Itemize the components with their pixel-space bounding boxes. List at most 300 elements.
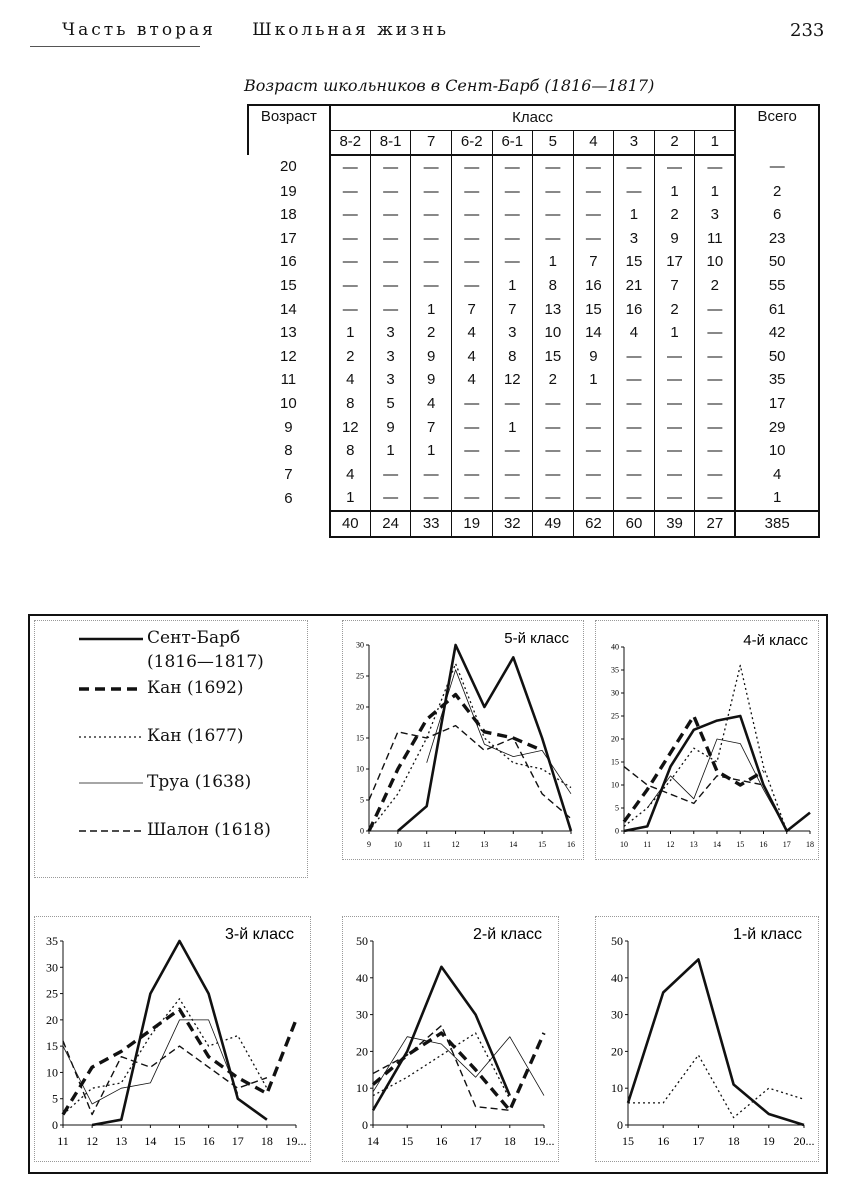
- count-cell: —: [573, 439, 614, 463]
- table-row: [248, 227, 819, 251]
- chart-panel-4: [595, 620, 819, 860]
- row-total-cell: 61: [735, 298, 819, 322]
- series-line: [624, 716, 810, 831]
- age-cell: 14: [248, 298, 330, 322]
- count-cell: —: [533, 416, 574, 440]
- count-cell: —: [492, 227, 533, 251]
- count-cell: 1: [330, 321, 371, 345]
- series-line: [628, 1055, 804, 1118]
- count-cell: 1: [492, 274, 533, 298]
- count-cell: —: [411, 155, 452, 180]
- count-cell: —: [654, 463, 695, 487]
- count-cell: —: [411, 180, 452, 204]
- y-tick-label: 0: [360, 826, 364, 836]
- class-header: 6-2: [451, 130, 492, 155]
- x-tick-label: 12: [451, 840, 460, 849]
- count-cell: —: [573, 180, 614, 204]
- series-line: [373, 1026, 510, 1111]
- count-cell: 3: [710, 206, 720, 224]
- age-cell: 12: [248, 345, 330, 369]
- table-row: [248, 203, 819, 227]
- table-row: [248, 487, 819, 512]
- x-tick-label: 15: [401, 1134, 414, 1148]
- y-tick-label: 15: [46, 1039, 58, 1054]
- count-cell: —: [330, 180, 371, 204]
- class-header: 3: [614, 130, 655, 155]
- y-tick-label: 0: [615, 826, 619, 836]
- count-cell: —: [573, 416, 614, 440]
- x-tick-label: 13: [689, 840, 698, 849]
- chart-panel-2: [342, 916, 559, 1162]
- count-cell: —: [411, 274, 452, 298]
- count-cell: 1: [654, 180, 695, 204]
- class-header: 1: [695, 130, 736, 155]
- count-cell: —: [492, 463, 533, 487]
- count-cell: 4: [451, 321, 492, 345]
- count-cell: —: [370, 251, 411, 275]
- count-cell: 7: [654, 274, 695, 298]
- count-cell: —: [533, 203, 574, 227]
- series-line: [373, 1033, 544, 1110]
- y-tick-label: 10: [611, 780, 619, 790]
- count-cell: —: [614, 155, 655, 180]
- count-cell: —: [411, 463, 452, 487]
- table-row: [248, 274, 819, 298]
- count-cell: 1: [492, 416, 533, 440]
- count-cell: —: [707, 465, 723, 483]
- table-row: [248, 392, 819, 416]
- y-tick-label: 35: [611, 665, 619, 675]
- count-cell: —: [533, 487, 574, 512]
- x-tick-label: 19...: [533, 1134, 555, 1148]
- count-cell: —: [707, 158, 723, 176]
- y-tick-label: 30: [356, 1007, 368, 1022]
- count-cell: 9: [654, 227, 695, 251]
- table-row: [248, 463, 819, 487]
- x-tick-label: 19...: [285, 1134, 307, 1148]
- x-tick-label: 13: [480, 840, 489, 849]
- count-cell: —: [451, 227, 492, 251]
- count-cell: —: [654, 416, 695, 440]
- x-tick-label: 12: [86, 1134, 99, 1148]
- count-cell: —: [411, 251, 452, 275]
- y-tick-label: 10: [356, 764, 364, 774]
- column-total-cell: 27: [695, 511, 736, 537]
- table-row: [248, 416, 819, 440]
- count-cell: —: [370, 487, 411, 512]
- y-tick-label: 25: [46, 986, 58, 1001]
- count-cell: —: [573, 463, 614, 487]
- count-cell: 3: [370, 369, 411, 393]
- column-total-cell: 24: [370, 511, 411, 537]
- count-cell: —: [370, 180, 411, 204]
- column-total-cell: 32: [492, 511, 533, 537]
- x-tick-label: 18: [503, 1134, 516, 1148]
- age-cell: 19: [248, 180, 330, 204]
- count-cell: 2: [533, 369, 574, 393]
- y-tick-label: 30: [611, 1007, 623, 1022]
- row-total-cell: 42: [735, 321, 819, 345]
- count-cell: 1: [411, 298, 452, 322]
- count-cell: 1: [654, 321, 695, 345]
- count-cell: 4: [411, 392, 452, 416]
- count-cell: —: [707, 418, 723, 436]
- x-tick-label: 14: [713, 840, 721, 849]
- age-cell: 10: [248, 392, 330, 416]
- count-cell: —: [330, 274, 371, 298]
- count-cell: 15: [614, 251, 655, 275]
- row-total-cell: —: [735, 155, 819, 180]
- count-cell: —: [451, 487, 492, 512]
- count-cell: —: [573, 392, 614, 416]
- count-cell: —: [330, 298, 371, 322]
- age-table: [247, 104, 820, 538]
- class-header: 7: [411, 130, 452, 155]
- grand-total-cell: 385: [735, 511, 819, 537]
- count-cell: —: [370, 298, 411, 322]
- count-cell: 2: [710, 276, 720, 294]
- count-cell: —: [614, 345, 655, 369]
- count-cell: 7: [492, 298, 533, 322]
- count-cell: 3: [370, 345, 411, 369]
- count-cell: 11: [707, 229, 723, 247]
- x-tick-label: 17: [469, 1134, 482, 1148]
- count-cell: 10: [706, 253, 724, 271]
- table-row: [248, 180, 819, 204]
- count-cell: —: [370, 463, 411, 487]
- age-cell: 9: [248, 416, 330, 440]
- y-tick-label: 50: [611, 934, 623, 948]
- age-cell: 11: [248, 369, 330, 393]
- column-total-cell: 39: [654, 511, 695, 537]
- age-cell: 16: [248, 251, 330, 275]
- count-cell: —: [654, 155, 695, 180]
- series-line: [369, 664, 571, 831]
- x-tick-label: 18: [260, 1134, 273, 1148]
- count-cell: —: [573, 487, 614, 512]
- table-row: [248, 321, 819, 345]
- count-cell: 1: [370, 439, 411, 463]
- count-cell: 1: [411, 439, 452, 463]
- count-cell: 15: [533, 345, 574, 369]
- x-tick-label: 16: [202, 1134, 215, 1148]
- y-tick-label: 40: [611, 642, 619, 652]
- count-cell: 9: [411, 369, 452, 393]
- legend-label: Шалон (1618): [147, 820, 271, 840]
- count-cell: 1: [533, 251, 574, 275]
- count-cell: 7: [451, 298, 492, 322]
- x-tick-label: 18: [727, 1134, 740, 1148]
- x-tick-label: 11: [643, 840, 652, 849]
- count-cell: —: [707, 489, 723, 507]
- count-cell: 16: [573, 274, 614, 298]
- count-cell: 12: [492, 369, 533, 393]
- column-total-cell: 19: [451, 511, 492, 537]
- y-tick-label: 0: [52, 1118, 58, 1132]
- y-tick-label: 20: [611, 1044, 623, 1059]
- count-cell: —: [370, 274, 411, 298]
- row-total-cell: 17: [735, 392, 819, 416]
- legend-label: Сент-Барб: [147, 628, 241, 648]
- age-cell: 18: [248, 203, 330, 227]
- count-cell: 4: [330, 369, 371, 393]
- age-cell: 13: [248, 321, 330, 345]
- x-tick-label: 14: [144, 1134, 157, 1148]
- x-tick-label: 16: [657, 1134, 670, 1148]
- y-tick-label: 20: [356, 1044, 368, 1059]
- x-tick-label: 11: [422, 840, 431, 849]
- count-cell: —: [330, 251, 371, 275]
- y-tick-label: 50: [356, 934, 368, 948]
- count-cell: —: [451, 155, 492, 180]
- y-tick-label: 40: [356, 970, 368, 985]
- count-cell: 16: [614, 298, 655, 322]
- count-cell: 3: [492, 321, 533, 345]
- x-tick-label: 11: [57, 1134, 69, 1148]
- x-tick-label: 15: [538, 840, 547, 849]
- series-line: [373, 1033, 510, 1099]
- x-tick-label: 9: [367, 840, 371, 849]
- count-cell: —: [533, 180, 574, 204]
- count-cell: —: [330, 155, 371, 180]
- column-total-cell: 40: [330, 511, 371, 537]
- count-cell: —: [492, 392, 533, 416]
- y-tick-label: 25: [356, 671, 364, 681]
- count-cell: —: [573, 203, 614, 227]
- x-tick-label: 18: [806, 840, 814, 849]
- count-cell: 2: [654, 298, 695, 322]
- count-cell: —: [492, 155, 533, 180]
- count-cell: —: [614, 369, 655, 393]
- table-row: [248, 345, 819, 369]
- count-cell: —: [573, 155, 614, 180]
- class-header: 2: [654, 130, 695, 155]
- count-cell: —: [411, 227, 452, 251]
- count-cell: 4: [451, 369, 492, 393]
- count-cell: —: [614, 463, 655, 487]
- count-cell: 8: [533, 274, 574, 298]
- y-tick-label: 10: [611, 1081, 623, 1096]
- count-cell: 7: [573, 251, 614, 275]
- y-tick-label: 5: [615, 803, 619, 813]
- count-cell: 9: [573, 345, 614, 369]
- count-cell: 14: [573, 321, 614, 345]
- y-tick-label: 35: [46, 934, 58, 948]
- count-cell: —: [492, 439, 533, 463]
- count-cell: —: [492, 203, 533, 227]
- count-cell: —: [573, 227, 614, 251]
- y-tick-label: 20: [46, 1012, 58, 1027]
- chart-panel-1: [595, 916, 819, 1162]
- count-cell: —: [654, 487, 695, 512]
- count-cell: —: [451, 416, 492, 440]
- count-cell: —: [654, 345, 695, 369]
- count-cell: 12: [330, 416, 371, 440]
- count-cell: 10: [533, 321, 574, 345]
- y-tick-label: 20: [356, 702, 364, 712]
- y-tick-label: 40: [611, 970, 623, 985]
- count-cell: —: [451, 392, 492, 416]
- y-tick-label: 5: [360, 795, 364, 805]
- row-total-cell: 55: [735, 274, 819, 298]
- y-tick-label: 0: [617, 1118, 623, 1132]
- table-row: [248, 439, 819, 463]
- column-total-cell: 62: [573, 511, 614, 537]
- count-cell: —: [330, 227, 371, 251]
- row-total-cell: 50: [735, 345, 819, 369]
- count-cell: —: [707, 347, 723, 365]
- count-cell: —: [654, 369, 695, 393]
- count-cell: —: [707, 300, 723, 318]
- count-cell: 8: [330, 392, 371, 416]
- chart-panel-5: [342, 620, 584, 860]
- count-cell: —: [614, 180, 655, 204]
- page-number: 233: [790, 20, 825, 41]
- age-cell: 15: [248, 274, 330, 298]
- series-line: [369, 726, 571, 819]
- count-cell: 3: [370, 321, 411, 345]
- count-cell: 17: [654, 251, 695, 275]
- row-total-cell: 4: [735, 463, 819, 487]
- age-cell: 20: [248, 155, 330, 180]
- count-cell: 8: [492, 345, 533, 369]
- series-line: [628, 959, 804, 1125]
- class-header: 8-2: [330, 130, 371, 155]
- count-cell: 4: [451, 345, 492, 369]
- count-cell: —: [451, 180, 492, 204]
- row-total-cell: 35: [735, 369, 819, 393]
- count-cell: 2: [411, 321, 452, 345]
- row-total-cell: 29: [735, 416, 819, 440]
- count-cell: 1: [710, 182, 720, 200]
- count-cell: —: [533, 439, 574, 463]
- y-tick-label: 5: [52, 1091, 58, 1106]
- line-chart: [596, 621, 818, 859]
- y-tick-label: 30: [611, 688, 619, 698]
- x-tick-label: 17: [782, 840, 791, 849]
- count-cell: 8: [330, 439, 371, 463]
- chart-title: 2-й класс: [472, 926, 542, 943]
- count-cell: 21: [614, 274, 655, 298]
- line-chart: [596, 917, 818, 1161]
- count-cell: —: [492, 180, 533, 204]
- y-tick-label: 20: [611, 734, 619, 744]
- x-tick-label: 13: [115, 1134, 128, 1148]
- column-total-cell: 33: [411, 511, 452, 537]
- x-tick-label: 10: [393, 840, 402, 849]
- table-row: [248, 298, 819, 322]
- row-total-cell: 10: [735, 439, 819, 463]
- chart-title: 1-й класс: [732, 926, 802, 943]
- count-cell: —: [451, 463, 492, 487]
- count-cell: —: [370, 227, 411, 251]
- count-cell: 1: [330, 487, 371, 512]
- count-cell: —: [533, 227, 574, 251]
- count-cell: 4: [330, 463, 371, 487]
- y-tick-label: 30: [356, 640, 364, 650]
- header-part: Часть вторая: [62, 20, 216, 40]
- count-cell: 9: [370, 416, 411, 440]
- header-rule: [30, 46, 200, 47]
- table-title: Возраст школьников в Сент-Барб (1816—1817): [244, 76, 655, 95]
- count-cell: 3: [614, 227, 655, 251]
- legend-label: Кан (1677): [147, 726, 244, 746]
- totals-row: [248, 511, 819, 537]
- count-cell: 4: [614, 321, 655, 345]
- x-tick-label: 16: [435, 1134, 448, 1148]
- count-cell: —: [533, 392, 574, 416]
- table-row: [248, 369, 819, 393]
- class-header: 8-1: [370, 130, 411, 155]
- count-cell: 2: [330, 345, 371, 369]
- table-row: [248, 251, 819, 275]
- x-tick-label: 17: [231, 1134, 244, 1148]
- legend-panel: [34, 620, 308, 878]
- series-line: [92, 941, 267, 1125]
- legend-label: Труа (1638): [147, 772, 252, 792]
- count-cell: —: [654, 392, 695, 416]
- age-cell: 6: [248, 487, 330, 512]
- count-cell: 1: [614, 203, 655, 227]
- count-cell: 7: [411, 416, 452, 440]
- count-cell: —: [707, 394, 723, 412]
- count-cell: —: [533, 463, 574, 487]
- y-tick-label: 10: [46, 1065, 58, 1080]
- class-header: 5: [533, 130, 574, 155]
- series-line: [63, 1020, 238, 1104]
- chart-title: 4-й класс: [743, 632, 808, 649]
- count-cell: 1: [573, 369, 614, 393]
- header-class: Класс: [330, 105, 736, 130]
- column-total-cell: 49: [533, 511, 574, 537]
- empty-cell: [248, 511, 330, 537]
- count-cell: —: [411, 487, 452, 512]
- row-total-cell: 50: [735, 251, 819, 275]
- row-total-cell: 6: [735, 203, 819, 227]
- y-tick-label: 0: [362, 1118, 368, 1132]
- count-cell: —: [533, 155, 574, 180]
- x-tick-label: 15: [173, 1134, 186, 1148]
- count-cell: —: [451, 439, 492, 463]
- count-cell: —: [330, 203, 371, 227]
- row-total-cell: 2: [735, 180, 819, 204]
- figure-frame: [28, 614, 828, 1174]
- count-cell: 5: [370, 392, 411, 416]
- y-tick-label: 25: [611, 711, 619, 721]
- count-cell: —: [614, 392, 655, 416]
- age-cell: 17: [248, 227, 330, 251]
- x-tick-label: 16: [567, 840, 575, 849]
- class-header: 6-1: [492, 130, 533, 155]
- series-line: [63, 1009, 296, 1114]
- header-total: Всего: [735, 105, 819, 155]
- header-section: Школьная жизнь: [252, 20, 449, 40]
- count-cell: —: [492, 251, 533, 275]
- line-chart: [343, 917, 558, 1161]
- count-cell: —: [654, 439, 695, 463]
- count-cell: —: [492, 487, 533, 512]
- series-line: [373, 967, 510, 1111]
- header-age: Возраст: [248, 105, 330, 155]
- y-tick-label: 15: [356, 733, 364, 743]
- column-total-cell: 60: [614, 511, 655, 537]
- x-tick-label: 15: [622, 1134, 634, 1148]
- count-cell: —: [451, 203, 492, 227]
- count-cell: —: [370, 203, 411, 227]
- count-cell: —: [707, 324, 723, 342]
- x-tick-label: 17: [692, 1134, 705, 1148]
- x-tick-label: 20...: [793, 1134, 815, 1148]
